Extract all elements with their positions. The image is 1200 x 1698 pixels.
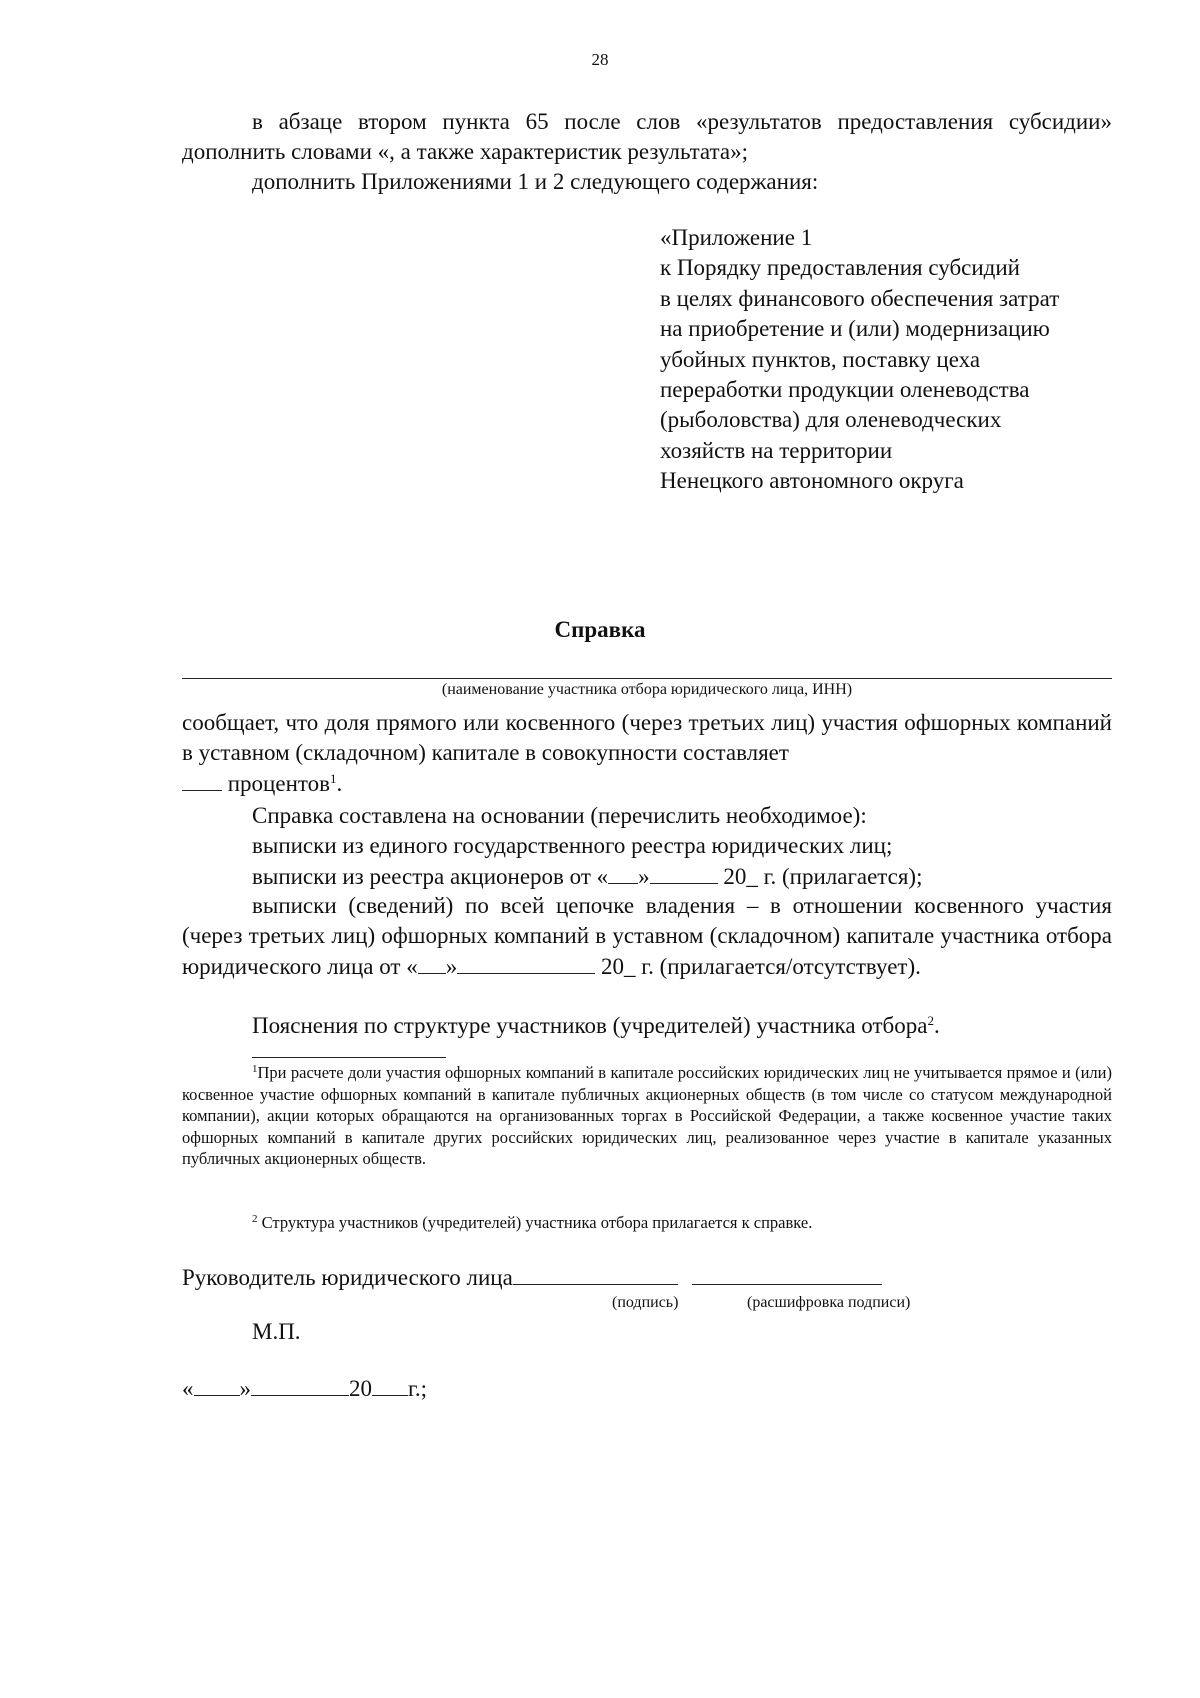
footnote-separator bbox=[252, 1057, 446, 1058]
appendix-line: убойных пунктов, поставку цеха bbox=[660, 346, 981, 372]
date-year: 20 bbox=[349, 1376, 372, 1401]
body-paragraph-2: Справка составлена на основании (перечислить необходимое): bbox=[252, 803, 867, 828]
date-quote-open: « bbox=[182, 1376, 194, 1401]
body-paragraph-3: выписки из единого государственного реестра юридических лиц; bbox=[252, 833, 893, 858]
page-number: 28 bbox=[591, 50, 609, 69]
registry-extract-text: выписки из реестра акционеров от « bbox=[252, 864, 609, 889]
body-paragraph-6: Пояснения по структуре участников (учредителей) участника отбора$^2$. bbox=[252, 1013, 940, 1038]
appendix-line: на приобретение и (или) модернизацию bbox=[660, 316, 1050, 342]
footnote-2-mark: 2 bbox=[252, 1213, 258, 1225]
date-quote-close: » bbox=[239, 1376, 251, 1401]
signature-decode-caption: (расшифровка подписи) bbox=[747, 1294, 911, 1311]
body-paragraph-4 bbox=[182, 861, 1112, 892]
quote-close: » bbox=[638, 864, 650, 889]
date-day-blank bbox=[194, 1373, 240, 1396]
appendix-line: к Порядку предоставления субсидий bbox=[660, 255, 1020, 281]
appendix-header bbox=[660, 223, 1130, 497]
signature-decode-blank bbox=[692, 1262, 882, 1285]
day-blank bbox=[608, 861, 638, 884]
date-month-blank bbox=[251, 1373, 349, 1396]
appendix-line: Ненецкого автономного округа bbox=[660, 468, 964, 494]
quote-close: » bbox=[445, 954, 458, 979]
name-caption: (наименование участника отбора юридического лица, ИНН) bbox=[441, 681, 853, 698]
footnote-ref-1: 1 bbox=[330, 771, 337, 786]
signature-caption: (подпись) bbox=[612, 1294, 679, 1311]
name-blank-line bbox=[182, 678, 1112, 679]
footnote-2 bbox=[182, 1212, 1112, 1234]
appendix-line: «Приложение 1 bbox=[660, 225, 813, 250]
month-blank bbox=[650, 861, 718, 884]
ownership-chain-status: (прилагается/отсутствует). bbox=[659, 954, 921, 979]
intro-paragraph-1: в абзаце втором пункта 65 после слов «результатов предоставления субсидии» дополнить словами «, а также характеристик результата»; bbox=[182, 109, 1112, 164]
ownership-chain-text: выписки (сведений) по всей цепочке владения – в отношении косвенного участия (через третьих лиц) офшорных компаний в уставном (складочном) капитале участника отбора юридического лица от « bbox=[182, 893, 1112, 979]
body-paragraph-5 bbox=[182, 891, 1112, 982]
structure-text: Пояснения по структуре участников (учредителей) участника отбора bbox=[252, 1013, 928, 1038]
signature-label: Руководитель юридического лица bbox=[182, 1265, 513, 1290]
percent-label: процентов bbox=[227, 771, 330, 796]
day-blank bbox=[418, 951, 446, 974]
month-blank bbox=[457, 951, 595, 974]
date-row bbox=[182, 1373, 427, 1404]
registry-extract-year: 20_ г. (прилагается); bbox=[723, 864, 923, 889]
percent-blank bbox=[182, 768, 222, 791]
date-year-blank bbox=[372, 1373, 408, 1396]
ownership-chain-year: 20_ г. bbox=[600, 954, 654, 979]
body-paragraph-1-text: сообщает, что доля прямого или косвенного (через третьих лиц) участия офшорных компаний в уставном (складочном) капитале в совокупности составляет bbox=[182, 710, 1112, 765]
signature-row bbox=[182, 1262, 882, 1293]
document-title: Справка bbox=[554, 617, 646, 642]
footnote-1 bbox=[182, 1062, 1112, 1170]
appendix-line: хозяйств на территории bbox=[660, 437, 893, 463]
signature-blank bbox=[513, 1262, 678, 1285]
date-tail: г.; bbox=[408, 1376, 427, 1401]
footnote-1-text: При расчете доли участия офшорных компаний в капитале российских юридических лиц не учитывается прямое и (или) косвенное участие офшорных компаний в капитале публичных акционерных обществ (в том числе со статусом международной компании), акции которых обращаются на организованных торгах в Российской Федерации, а также косвенное участие таких офшорных компаний в капитале других российских юридических лиц, реализованное через участие в капитале указанных публичных акционерных обществ. bbox=[182, 1063, 1112, 1168]
footnote-ref-2: 2 bbox=[927, 1013, 934, 1028]
footnote-1-mark: 1 bbox=[252, 1063, 258, 1075]
stamp-place: М.П. bbox=[252, 1319, 301, 1344]
appendix-line: в целях финансового обеспечения затрат bbox=[660, 285, 1060, 311]
footnote-2-text: Структура участников (учредителей) участника отбора прилагается к справке. bbox=[261, 1213, 813, 1232]
intro-paragraph-2: дополнить Приложениями 1 и 2 следующего содержания: bbox=[252, 169, 819, 194]
appendix-line: (рыболовства) для оленеводческих bbox=[660, 407, 1002, 433]
body-paragraph-1: сообщает, что доля прямого или косвенного (через третьих лиц) участия офшорных компаний в уставном (складочном) капитале в совокупности составляет процентов$^1$. bbox=[182, 710, 1112, 796]
appendix-line: переработки продукции оленеводства bbox=[660, 377, 1030, 403]
